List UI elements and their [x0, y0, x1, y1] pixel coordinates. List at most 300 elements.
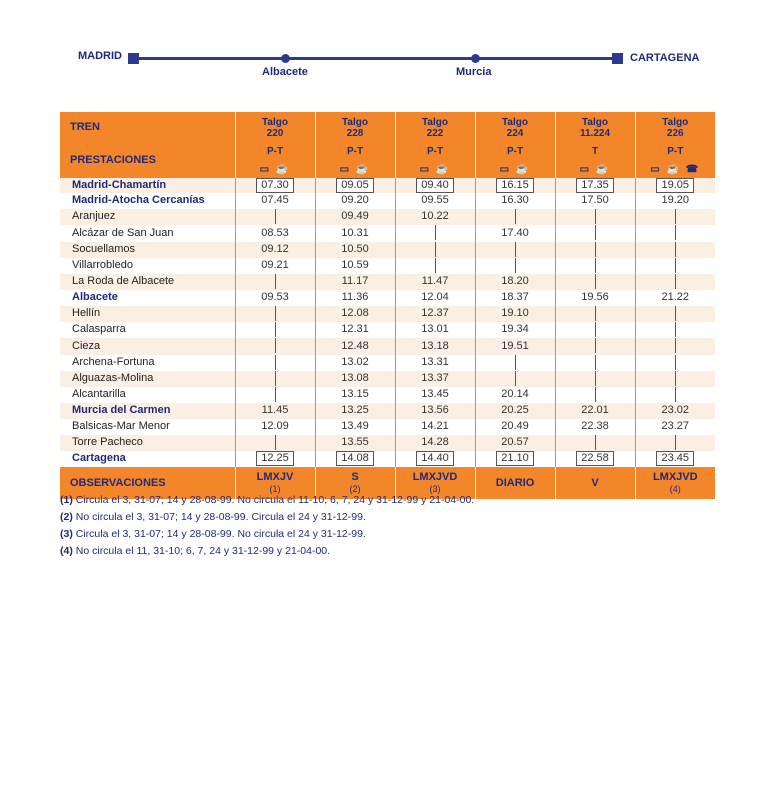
service-icons: ▭ ☕	[259, 163, 291, 175]
time-cell	[475, 419, 555, 435]
time-cell	[395, 290, 475, 306]
footnote-text: Circula el 3, 31-07; 14 y 28-08-99. No circula el 24 y 31-12-99.	[75, 528, 366, 540]
service-code: P-T	[667, 146, 684, 157]
pass-through-marker	[675, 371, 676, 386]
departure-time: 13.15	[341, 388, 369, 401]
time-cell	[635, 258, 715, 274]
station-name: Madrid-Atocha Cercanías	[60, 193, 235, 209]
route-stop-albacete: Albacete	[262, 66, 308, 78]
time-cell	[395, 435, 475, 451]
train-number: 11.224	[579, 128, 611, 139]
time-cell	[475, 435, 555, 451]
timetable	[60, 112, 715, 499]
departure-time: 19.20	[661, 194, 690, 207]
time-cell	[315, 225, 395, 241]
time-cell	[395, 306, 475, 322]
time-cell	[475, 193, 555, 209]
pass-through-marker	[595, 274, 596, 289]
service-code: P-T	[346, 146, 364, 157]
departure-time: 11.47	[421, 275, 449, 288]
station-row	[60, 435, 715, 451]
station-row	[60, 225, 715, 241]
time-cell	[395, 451, 475, 467]
train-header	[475, 112, 555, 144]
time-cell	[555, 178, 635, 194]
train-observation	[475, 467, 555, 499]
station-row	[60, 242, 715, 258]
timetable-body	[60, 178, 715, 467]
time-cell	[555, 322, 635, 338]
pass-through-marker	[675, 355, 676, 370]
time-cell	[235, 338, 315, 354]
service-icons: ▭ ☕	[339, 163, 371, 175]
pass-through-marker	[595, 338, 596, 353]
stop-marker-albacete	[281, 54, 290, 63]
departure-time: 18.37	[501, 291, 529, 304]
pass-through-marker	[595, 242, 596, 257]
departure-time: 17.35	[576, 178, 614, 193]
station-name: Villarrobledo	[60, 258, 235, 274]
station-name: Hellín	[60, 306, 235, 322]
departure-time: 20.57	[501, 436, 529, 449]
train-number: 228	[346, 128, 364, 139]
pass-through-marker	[435, 242, 436, 257]
train-header-row	[60, 112, 715, 144]
time-cell	[475, 451, 555, 467]
departure-time: 10.50	[341, 242, 369, 255]
station-name: Cieza	[60, 338, 235, 354]
pass-through-marker	[675, 209, 676, 224]
destination-terminal-marker	[612, 53, 623, 64]
pass-through-marker	[275, 306, 276, 321]
departure-time: 22.38	[581, 420, 609, 433]
train-number: 220	[266, 128, 284, 139]
time-cell	[555, 290, 635, 306]
time-cell	[235, 274, 315, 290]
departure-time: 22.58	[576, 451, 614, 466]
train-services	[475, 144, 555, 178]
service-icons: ▭ ☕	[419, 163, 451, 175]
train-label: TREN	[60, 112, 235, 144]
route-destination: CARTAGENA	[630, 52, 700, 64]
observation-note: (2)	[349, 483, 361, 494]
time-cell	[395, 403, 475, 419]
time-cell	[395, 371, 475, 387]
departure-time: 09.53	[261, 291, 289, 304]
time-cell	[635, 290, 715, 306]
time-cell	[475, 322, 555, 338]
departure-time: 09.40	[416, 178, 454, 193]
observation-note: (4)	[669, 483, 681, 494]
time-cell	[315, 193, 395, 209]
train-number: 222	[426, 128, 444, 139]
station-name: Cartagena	[60, 451, 235, 467]
station-row	[60, 178, 715, 194]
services-row	[60, 144, 715, 178]
departure-time: 12.48	[341, 339, 369, 352]
time-cell	[235, 225, 315, 241]
pass-through-marker	[275, 371, 276, 386]
time-cell	[635, 387, 715, 403]
time-cell	[395, 338, 475, 354]
station-name: Alcantarilla	[60, 387, 235, 403]
observation-note: (3)	[429, 483, 441, 494]
time-cell	[475, 338, 555, 354]
time-cell	[315, 178, 395, 194]
time-cell	[235, 371, 315, 387]
time-cell	[555, 387, 635, 403]
departure-time: 10.31	[341, 226, 369, 239]
train-name: Talgo	[502, 117, 528, 128]
service-code: P-T	[426, 146, 444, 157]
time-cell	[235, 387, 315, 403]
time-cell	[555, 403, 635, 419]
departure-time: 20.25	[501, 404, 529, 417]
observation-days: V	[591, 476, 599, 489]
pass-through-marker	[675, 322, 676, 337]
station-row	[60, 451, 715, 467]
footnote-text: Circula el 3, 31-07; 14 y 28-08-99. No circula el 11-10; 6, 7, 24 y 31-12-99 y 21-04-00.	[75, 494, 475, 506]
pass-through-marker	[675, 387, 676, 402]
departure-time: 21.10	[496, 451, 534, 466]
pass-through-marker	[275, 338, 276, 353]
observation-days: S	[351, 470, 359, 483]
time-cell	[395, 419, 475, 435]
time-cell	[555, 209, 635, 225]
footnote	[60, 509, 474, 526]
service-code: T	[591, 146, 599, 157]
station-row	[60, 209, 715, 225]
time-cell	[475, 387, 555, 403]
departure-time: 07.30	[256, 178, 294, 193]
station-name: La Roda de Albacete	[60, 274, 235, 290]
time-cell	[235, 242, 315, 258]
pass-through-marker	[595, 371, 596, 386]
time-cell	[635, 419, 715, 435]
departure-time: 09.05	[336, 178, 374, 193]
observations-label: OBSERVACIONES	[60, 467, 235, 499]
train-header	[555, 112, 635, 144]
time-cell	[555, 419, 635, 435]
service-icons: ▭ ☕	[499, 163, 531, 175]
train-name: Talgo	[342, 117, 368, 128]
pass-through-marker	[675, 338, 676, 353]
pass-through-marker	[515, 258, 516, 273]
departure-time: 13.02	[341, 355, 369, 368]
time-cell	[395, 387, 475, 403]
departure-time: 13.56	[421, 404, 449, 417]
departure-time: 09.49	[341, 210, 369, 223]
pass-through-marker	[515, 371, 516, 386]
time-cell	[315, 209, 395, 225]
route-diagram	[0, 0, 777, 90]
train-services	[235, 144, 315, 178]
pass-through-marker	[595, 225, 596, 240]
departure-time: 13.18	[421, 339, 449, 352]
station-name: Albacete	[60, 290, 235, 306]
station-row	[60, 371, 715, 387]
time-cell	[635, 371, 715, 387]
pass-through-marker	[515, 209, 516, 224]
time-cell	[395, 242, 475, 258]
train-header	[315, 112, 395, 144]
time-cell	[475, 178, 555, 194]
station-name: Alguazas-Molina	[60, 371, 235, 387]
departure-time: 19.56	[581, 291, 609, 304]
pass-through-marker	[675, 306, 676, 321]
route-stop-murcia: Murcia	[456, 66, 492, 78]
pass-through-marker	[595, 209, 596, 224]
time-cell	[315, 274, 395, 290]
departure-time: 12.25	[256, 451, 294, 466]
station-row	[60, 193, 715, 209]
time-cell	[475, 242, 555, 258]
time-cell	[315, 403, 395, 419]
pass-through-marker	[435, 225, 436, 240]
time-cell	[235, 419, 315, 435]
time-cell	[315, 355, 395, 371]
time-cell	[395, 193, 475, 209]
pass-through-marker	[595, 322, 596, 337]
time-cell	[635, 193, 715, 209]
departure-time: 16.30	[501, 194, 529, 207]
footnote-ref: (3)	[60, 528, 73, 540]
departure-time: 13.31	[421, 355, 449, 368]
departure-time: 17.40	[501, 226, 529, 239]
departure-time: 12.09	[261, 420, 289, 433]
pass-through-marker	[275, 355, 276, 370]
stop-marker-murcia	[471, 54, 480, 63]
pass-through-marker	[675, 274, 676, 289]
departure-time: 14.28	[421, 436, 449, 449]
departure-time: 19.34	[501, 323, 529, 336]
departure-time: 13.01	[421, 323, 449, 336]
time-cell	[315, 258, 395, 274]
departure-time: 14.21	[421, 420, 449, 433]
time-cell	[555, 274, 635, 290]
departure-time: 11.36	[341, 291, 369, 304]
time-cell	[235, 451, 315, 467]
pass-through-marker	[515, 242, 516, 257]
departure-time: 18.20	[501, 275, 529, 288]
train-observation	[555, 467, 635, 499]
pass-through-marker	[275, 387, 276, 402]
train-services	[555, 144, 635, 178]
time-cell	[635, 178, 715, 194]
train-services	[315, 144, 395, 178]
pass-through-marker	[675, 225, 676, 240]
pass-through-marker	[275, 274, 276, 289]
departure-time: 09.20	[341, 194, 369, 207]
departure-time: 10.22	[421, 210, 449, 223]
time-cell	[315, 338, 395, 354]
time-cell	[315, 435, 395, 451]
pass-through-marker	[595, 258, 596, 273]
train-header	[395, 112, 475, 144]
time-cell	[475, 355, 555, 371]
station-row	[60, 290, 715, 306]
footnote-text: No circula el 3, 31-07; 14 y 28-08-99. Circula el 24 y 31-12-99.	[75, 511, 366, 523]
time-cell	[235, 258, 315, 274]
time-cell	[395, 274, 475, 290]
departure-time: 17.50	[581, 194, 609, 207]
train-header	[235, 112, 315, 144]
departure-time: 14.40	[416, 451, 454, 466]
footnote-ref: (1)	[60, 494, 73, 506]
time-cell	[395, 225, 475, 241]
departure-time: 13.55	[341, 436, 369, 449]
train-services	[395, 144, 475, 178]
station-row	[60, 306, 715, 322]
departure-time: 13.37	[421, 372, 449, 385]
time-cell	[475, 209, 555, 225]
time-cell	[635, 338, 715, 354]
pass-through-marker	[515, 355, 516, 370]
pass-through-marker	[595, 306, 596, 321]
departure-time: 22.01	[581, 404, 609, 417]
time-cell	[555, 355, 635, 371]
footnote-ref: (2)	[60, 511, 73, 523]
time-cell	[555, 242, 635, 258]
station-name: Aranjuez	[60, 209, 235, 225]
train-observation	[635, 467, 715, 499]
departure-time: 21.22	[661, 291, 690, 304]
time-cell	[315, 306, 395, 322]
pass-through-marker	[675, 242, 676, 257]
observation-days: DIARIO	[495, 476, 535, 489]
time-cell	[235, 355, 315, 371]
departure-time: 12.31	[341, 323, 369, 336]
time-cell	[475, 403, 555, 419]
departure-time: 12.08	[341, 307, 369, 320]
train-services	[635, 144, 715, 178]
time-cell	[235, 306, 315, 322]
station-name: Alcázar de San Juan	[60, 225, 235, 241]
departure-time: 13.49	[341, 420, 369, 433]
route-line	[136, 57, 616, 60]
time-cell	[395, 258, 475, 274]
time-cell	[235, 209, 315, 225]
departure-time: 11.45	[261, 404, 289, 417]
time-cell	[395, 355, 475, 371]
time-cell	[475, 225, 555, 241]
departure-time: 16.15	[496, 178, 534, 193]
station-row	[60, 322, 715, 338]
train-name: Talgo	[262, 117, 288, 128]
time-cell	[235, 178, 315, 194]
time-cell	[315, 451, 395, 467]
station-row	[60, 355, 715, 371]
time-cell	[315, 419, 395, 435]
departure-time: 19.10	[501, 307, 529, 320]
pass-through-marker	[435, 258, 436, 273]
time-cell	[635, 242, 715, 258]
time-cell	[315, 242, 395, 258]
station-row	[60, 338, 715, 354]
station-row	[60, 403, 715, 419]
pass-through-marker	[595, 387, 596, 402]
pass-through-marker	[675, 435, 676, 450]
departure-time: 13.08	[341, 372, 369, 385]
services-label: PRESTACIONES	[60, 144, 235, 178]
time-cell	[635, 274, 715, 290]
time-cell	[395, 209, 475, 225]
pass-through-marker	[275, 322, 276, 337]
departure-time: 07.45	[261, 194, 289, 207]
pass-through-marker	[275, 435, 276, 450]
departure-time: 09.55	[421, 194, 449, 207]
departure-time: 19.51	[501, 339, 529, 352]
train-name: Talgo	[422, 117, 448, 128]
station-row	[60, 258, 715, 274]
time-cell	[635, 435, 715, 451]
observation-note: (1)	[269, 483, 281, 494]
time-cell	[235, 403, 315, 419]
time-cell	[555, 225, 635, 241]
time-cell	[395, 322, 475, 338]
footnote	[60, 526, 474, 543]
time-cell	[395, 178, 475, 194]
time-cell	[635, 225, 715, 241]
time-cell	[315, 387, 395, 403]
time-cell	[315, 290, 395, 306]
station-row	[60, 274, 715, 290]
departure-time: 14.08	[336, 451, 374, 466]
service-code: P-T	[506, 146, 524, 157]
train-header	[635, 112, 715, 144]
observation-days: LMXJVD	[412, 470, 458, 483]
station-name: Murcia del Carmen	[60, 403, 235, 419]
departure-time: 20.49	[501, 420, 529, 433]
service-code: P-T	[266, 146, 284, 157]
route-origin: MADRID	[78, 50, 122, 62]
time-cell	[235, 435, 315, 451]
station-name: Torre Pacheco	[60, 435, 235, 451]
pass-through-marker	[275, 209, 276, 224]
departure-time: 23.02	[661, 404, 690, 417]
observation-days: LMXJVD	[652, 470, 698, 483]
time-cell	[475, 274, 555, 290]
train-name: Talgo	[582, 117, 608, 128]
departure-time: 23.27	[661, 420, 690, 433]
station-row	[60, 387, 715, 403]
time-cell	[635, 306, 715, 322]
departure-time: 13.25	[341, 404, 369, 417]
footnote	[60, 492, 474, 509]
time-cell	[475, 258, 555, 274]
time-cell	[555, 435, 635, 451]
time-cell	[635, 209, 715, 225]
time-cell	[475, 290, 555, 306]
time-cell	[235, 193, 315, 209]
time-cell	[235, 290, 315, 306]
time-cell	[555, 451, 635, 467]
footnote	[60, 543, 474, 560]
departure-time: 23.45	[656, 451, 694, 466]
pass-through-marker	[595, 355, 596, 370]
station-name: Madrid-Chamartín	[60, 178, 235, 194]
time-cell	[555, 338, 635, 354]
departure-time: 20.14	[501, 388, 529, 401]
departure-time: 09.12	[261, 242, 289, 255]
departure-time: 13.45	[421, 388, 449, 401]
station-name: Archena-Fortuna	[60, 355, 235, 371]
departure-time: 08.53	[261, 226, 289, 239]
pass-through-marker	[595, 435, 596, 450]
station-name: Balsicas-Mar Menor	[60, 419, 235, 435]
station-row	[60, 419, 715, 435]
service-icons: ▭ ☕	[579, 163, 611, 175]
